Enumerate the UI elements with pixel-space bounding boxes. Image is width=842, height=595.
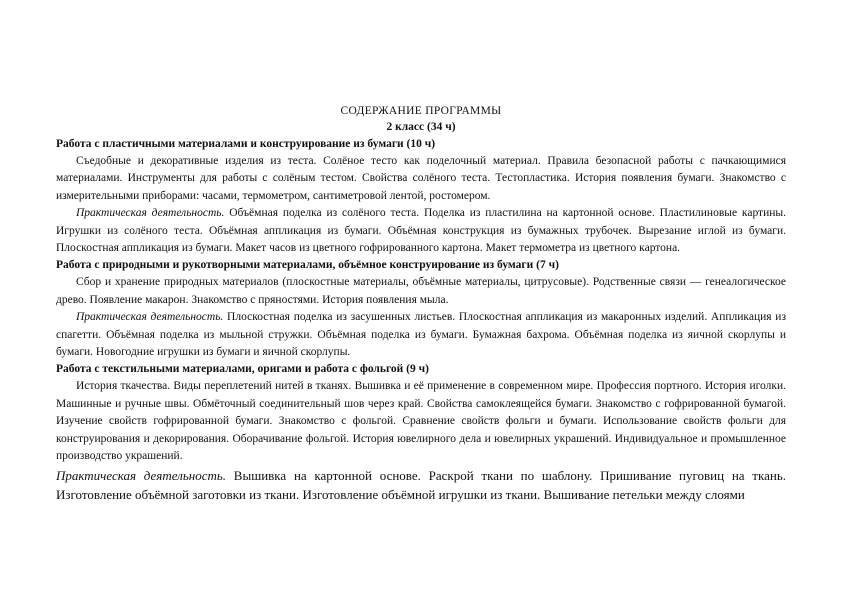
document-content [56, 104, 786, 504]
practice-label: Практическая деятельность. [56, 467, 227, 483]
section-heading-1: Работа с пластичными материалами и конструирование из бумаги (10 ч) [56, 138, 436, 150]
section-heading-2: Работа с природными и рукотворными материалами, объёмное конструирование из бумаги (7 ч) [56, 259, 559, 272]
section-heading-3: Работа с текстильными материалами, оригами и работа с фольгой (9 ч) [56, 363, 429, 376]
section-2-paragraph: Сбор и хранение природных материалов (плоскостные материалы, объёмные материалы, цитрусовые). Родственные связи — генеалогическое древо. Появление макарон. Знакомство с пряностями. История появления мыла. [56, 276, 786, 306]
practice-text: Объёмная поделка из солёного теста. Поделка из пластилина на картонной основе. Пластилиновые картины. Игрушки из солёного теста. Объёмная аппликация из бумаги. Объёмная конструкция из бумажных трубочек. Вырезание иглой из бумаги. Плоскостная аппликация из бумаги. Макет часов из цветного гофрированного картона. Макет термометра из цветного картона. [56, 207, 786, 255]
practice-text: Вышивка на картонной основе. Раскрой ткани по шаблону. Пришивание пуговиц на ткань. Изготовление объёмной заготовки из ткани. Изготовление объёмной игрушки из ткани. Вышивание петельки между слоями [56, 467, 786, 502]
practice-text: Плоскостная поделка из засушенных листьев. Плоскостная аппликация из макаронных изделий. Аппликация из спагетти. Объёмная поделка из мыльной стружки. Объёмная поделка из бумаги. Бумажная бахрома. Объёмная поделка из яичной скорлупы и бумаги. Новогодние игрушки из бумаги и яичной скорлупы. [56, 311, 786, 359]
section-1-paragraph: Съедобные и декоративные изделия из теста. Солёное тесто как поделочный материал. Правила безопасной работы с пачкающимися материалами. Инструменты для работы с солёным тестом. Свойства солёного теста. Тестопластика. История появления бумаги. Знакомство с измерительными приборами: часами, термометром, сантиметровой лентой, ростомером. [56, 155, 786, 202]
section-3-paragraph: История ткачества. Виды переплетений нитей в тканях. Вышивка и её применение в современном мире. Профессия портного. История иголки. Машинные и ручные швы. Обмёточный соединительный шов через край. Свойства самоклеящейся бумаги. Знакомство с гофрированной бумагой. Изучение свойств гофрированной бумаги. Знакомство с фольгой. Сравнение свойств фольги и бумаги. Использование свойств фольги для конструирования и декорирования. Оборачивание фольгой. История ювелирного дела и ювелирных украшений. Индивидуальное и промышленное производство украшений. [56, 380, 786, 463]
document-title: СОДЕРЖАНИЕ ПРОГРАММЫ [340, 105, 502, 117]
section-1-practice [56, 205, 786, 257]
section-3-practice [56, 466, 786, 504]
document-subtitle: 2 класс (34 ч) [386, 121, 456, 133]
practice-label: Практическая деятельность. [76, 207, 225, 220]
section-2-practice [56, 309, 786, 361]
practice-label: Практическая деятельность. [76, 311, 224, 324]
